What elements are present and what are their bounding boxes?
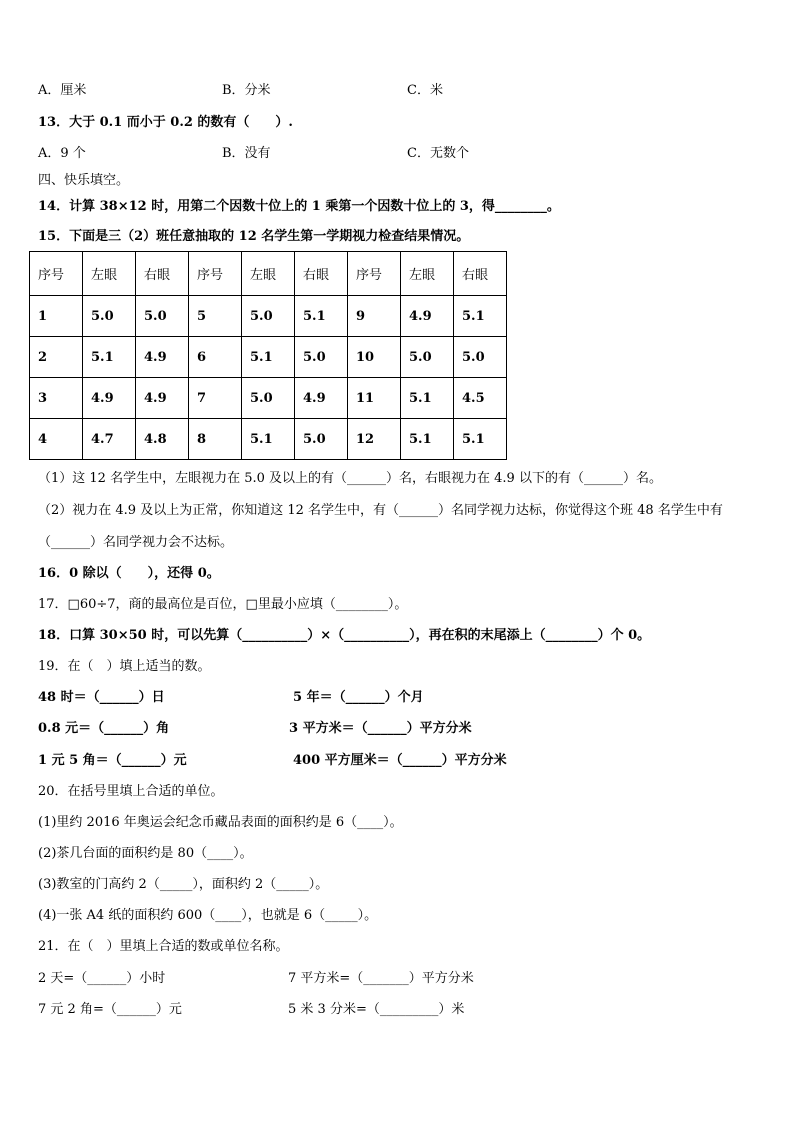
q13-option-b: B．没有 xyxy=(222,146,271,161)
table-row xyxy=(30,419,507,460)
table-cell: 7 xyxy=(189,378,242,419)
table-cell: 5.0 xyxy=(295,337,348,378)
table-cell: 5.0 xyxy=(401,337,454,378)
table-cell: 1 xyxy=(30,296,83,337)
table-cell: 10 xyxy=(348,337,401,378)
q12-option-b: B．分米 xyxy=(222,83,271,98)
q18: 18．口算 30×50 时，可以先算（__________）×（__________），再在积的末尾添上（________）个 0。 xyxy=(38,628,651,643)
table-cell: 8 xyxy=(189,419,242,460)
q21-item: 7 平方米=（_______）平方分米 xyxy=(288,971,474,986)
table-cell: 9 xyxy=(348,296,401,337)
q19-item: 1 元 5 角＝（______）元 xyxy=(38,753,187,768)
q12-option-a: A．厘米 xyxy=(38,83,87,98)
table-row xyxy=(30,378,507,419)
table-cell: 5.1 xyxy=(295,296,348,337)
table-cell: 5.0 xyxy=(242,296,295,337)
q19-item: 48 时＝（______）日 xyxy=(38,690,165,705)
table-cell: 5.1 xyxy=(242,419,295,460)
q21-item: 2 天=（______）小时 xyxy=(38,971,166,986)
q20-item: (3)教室的门高约 2（_____），面积约 2（_____）。 xyxy=(38,877,329,892)
table-cell: 4.9 xyxy=(83,378,136,419)
table-cell: 4.9 xyxy=(295,378,348,419)
table-cell: 5.0 xyxy=(83,296,136,337)
table-cell: 6 xyxy=(189,337,242,378)
q19-item: 0.8 元＝（______）角 xyxy=(38,721,170,736)
table-cell: 5.1 xyxy=(454,419,507,460)
q15-sub2-line2: （______）名同学视力会不达标。 xyxy=(38,535,234,550)
table-header-cell: 序号 xyxy=(348,252,401,296)
q12-option-c: C．米 xyxy=(407,83,443,98)
table-row xyxy=(30,296,507,337)
table-cell: 5.0 xyxy=(454,337,507,378)
q15-sub1: （1）这 12 名学生中，左眼视力在 5.0 及以上的有（______）名，右眼视力在 4.9 以下的有（______）名。 xyxy=(38,471,662,486)
table-cell: 5.1 xyxy=(83,337,136,378)
q21-stem: 21．在（ ）里填上合适的数或单位名称。 xyxy=(38,939,289,954)
table-cell: 5.1 xyxy=(401,378,454,419)
table-cell: 5.1 xyxy=(454,296,507,337)
q15-sub2-line1: （2）视力在 4.9 及以上为正常，你知道这 12 名学生中，有（______）名同学视力达标，你觉得这个班 48 名学生中有 xyxy=(38,503,723,518)
table-cell: 4.9 xyxy=(136,337,189,378)
q13-option-c: C．无数个 xyxy=(407,146,469,161)
q15-stem: 15．下面是三（2）班任意抽取的 12 名学生第一学期视力检查结果情况。 xyxy=(38,229,470,244)
table-cell: 4.9 xyxy=(401,296,454,337)
table-header-row xyxy=(30,252,507,296)
q20-item: (1)里约 2016 年奥运会纪念币藏品表面的面积约是 6（____）。 xyxy=(38,815,403,830)
table-header-cell: 序号 xyxy=(30,252,83,296)
table-cell: 4 xyxy=(30,419,83,460)
q19-item: 5 年＝（______）个月 xyxy=(293,690,424,705)
q13-stem: 13．大于 0.1 而小于 0.2 的数有（ ）. xyxy=(38,115,293,130)
table-cell: 4.8 xyxy=(136,419,189,460)
table-header-cell: 左眼 xyxy=(242,252,295,296)
section-heading: 四、快乐填空。 xyxy=(38,173,130,188)
q13-option-a: A．9 个 xyxy=(38,146,86,161)
q17: 17．□60÷7，商的最高位是百位，□里最小应填（________）。 xyxy=(38,597,408,612)
table-cell: 4.5 xyxy=(454,378,507,419)
table-header-cell: 左眼 xyxy=(83,252,136,296)
table-cell: 5.0 xyxy=(242,378,295,419)
q19-stem: 19．在（ ）填上适当的数。 xyxy=(38,659,211,674)
q20-item: (2)茶几台面的面积约是 80（____）。 xyxy=(38,846,253,861)
table-cell: 2 xyxy=(30,337,83,378)
table-header-cell: 左眼 xyxy=(401,252,454,296)
q19-item: 3 平方米＝（______）平方分米 xyxy=(289,721,472,736)
q16: 16．0 除以（ ），还得 0。 xyxy=(38,566,220,581)
table-cell: 5.0 xyxy=(136,296,189,337)
q21-item: 5 米 3 分米=（_________）米 xyxy=(288,1002,465,1017)
table-cell: 5.1 xyxy=(242,337,295,378)
table-cell: 3 xyxy=(30,378,83,419)
vision-table xyxy=(29,251,507,460)
table-cell: 4.7 xyxy=(83,419,136,460)
table-cell: 4.9 xyxy=(136,378,189,419)
table-header-cell: 右眼 xyxy=(454,252,507,296)
q20-stem: 20．在括号里填上合适的单位。 xyxy=(38,784,224,799)
table-header-cell: 右眼 xyxy=(136,252,189,296)
table-cell: 5.0 xyxy=(295,419,348,460)
table-header-cell: 序号 xyxy=(189,252,242,296)
q21-item: 7 元 2 角=（______）元 xyxy=(38,1002,182,1017)
table-cell: 5 xyxy=(189,296,242,337)
table-cell: 12 xyxy=(348,419,401,460)
table-header-cell: 右眼 xyxy=(295,252,348,296)
table-cell: 11 xyxy=(348,378,401,419)
table-cell: 5.1 xyxy=(401,419,454,460)
q14: 14．计算 38×12 时，用第二个因数十位上的 1 乘第一个因数十位上的 3，得________。 xyxy=(38,199,560,214)
q20-item: (4)一张 A4 纸的面积约 600（____），也就是 6（_____）。 xyxy=(38,908,378,923)
table-row xyxy=(30,337,507,378)
q19-item: 400 平方厘米＝（______）平方分米 xyxy=(293,753,507,768)
